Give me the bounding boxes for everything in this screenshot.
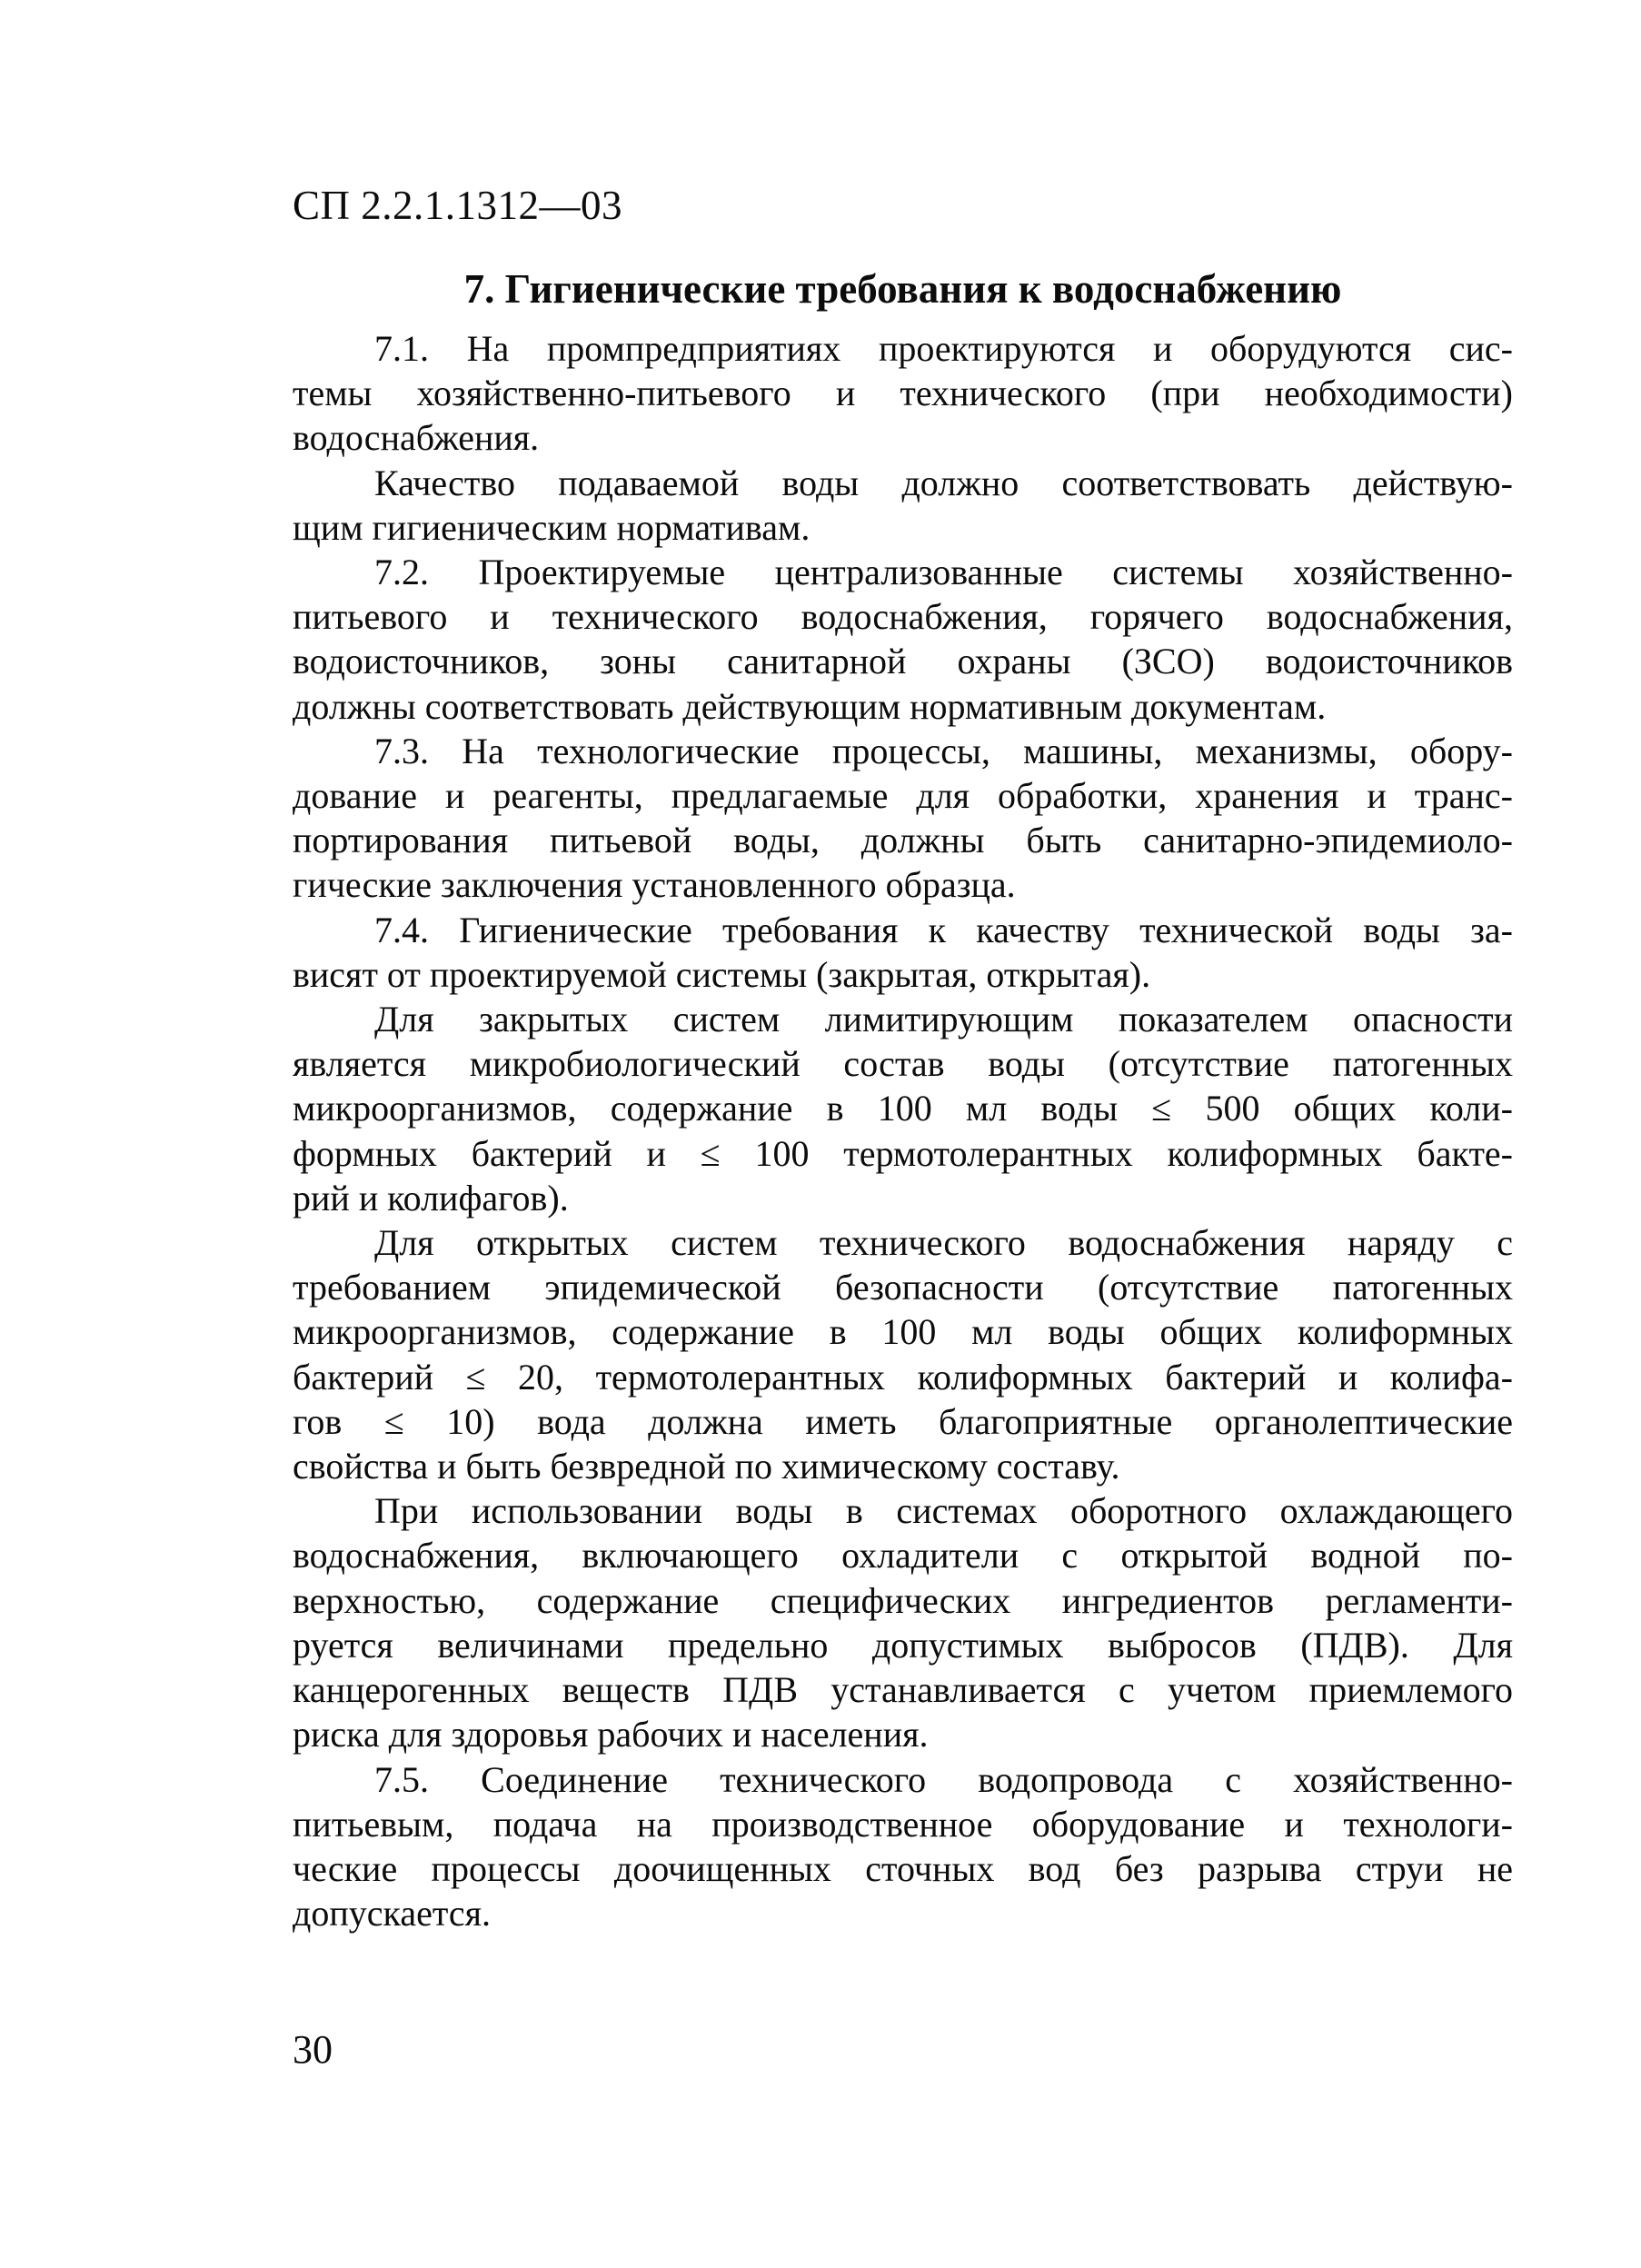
text-line: риска для здоровья рабочих и населения. — [293, 1714, 929, 1756]
text-line: верхностью, содержание специфических ингредиентов регламенти- — [293, 1579, 1513, 1621]
paragraph — [293, 997, 1513, 1220]
paragraph — [293, 1757, 1513, 1936]
text-line: темы хозяйственно-питьевого и технического (при необходимости) — [293, 373, 1513, 414]
section-title: 7. Гигиенические требования к водоснабжению — [463, 266, 1342, 312]
text-line: водоисточников, зоны санитарной охраны (ЗСО) водоисточников — [293, 641, 1513, 682]
text-line: гов ≤ 10) вода должна иметь благоприятные органолептические — [293, 1400, 1513, 1442]
text-line: висят от проектируемой системы (закрытая, открытая). — [293, 953, 1151, 995]
text-line: руется величинами предельно допустимых выбросов (ПДВ). Для — [293, 1624, 1513, 1666]
text-line: питьевым, подача на производственное оборудование и технологи- — [293, 1803, 1513, 1845]
text-line: бактерий ≤ 20, термотолерантных колиформных бактерий и колифа- — [293, 1356, 1513, 1398]
paragraph — [293, 729, 1513, 908]
text-line: При использовании воды в системах оборотного охлаждающего — [374, 1490, 1513, 1532]
text-line: 7.2. Проектируемые централизованные системы хозяйственно- — [374, 552, 1513, 593]
paragraph — [293, 550, 1513, 729]
text-line: рий и колифагов). — [293, 1177, 569, 1219]
paragraph — [293, 1220, 1513, 1488]
text-line: микроорганизмов, содержание в 100 мл воды ≤ 500 общих коли- — [293, 1088, 1513, 1129]
text-line: 7.3. На технологические процессы, машины, механизмы, обору- — [374, 730, 1513, 771]
text-line: ческие процессы доочищенных сточных вод без разрыва струи не — [293, 1847, 1513, 1889]
text-line: 7.4. Гигиенические требования к качеству технической воды за- — [374, 909, 1513, 950]
paragraph — [293, 1488, 1513, 1756]
text-line: водоснабжения, включающего охладители с открытой водной по- — [293, 1535, 1513, 1577]
paragraph — [293, 461, 1513, 550]
text-line: гические заключения установленного образца. — [293, 864, 1016, 906]
text-line: 7.5. Соединение технического водопровода с хозяйственно- — [374, 1758, 1513, 1800]
text-line: является микробиологический состав воды (отсутствие патогенных — [293, 1043, 1513, 1085]
text-line: водоснабжения. — [293, 417, 540, 459]
document-code-header: СП 2.2.1.1312—03 — [293, 183, 623, 228]
text-line: питьевого и технического водоснабжения, горячего водоснабжения, — [293, 596, 1513, 638]
text-line: щим гигиеническим нормативам. — [293, 506, 811, 548]
text-line: портирования питьевой воды, должны быть санитарно-эпидемиоло- — [293, 820, 1513, 861]
text-line: должны соответствовать действующим нормативным документам. — [293, 685, 1327, 727]
text-line: требованием эпидемической безопасности (отсутствие патогенных — [293, 1267, 1513, 1308]
text-line: свойства и быть безвредной по химическому составу. — [293, 1446, 1120, 1487]
paragraph — [293, 908, 1513, 997]
text-line: дование и реагенты, предлагаемые для обработки, хранения и транс- — [293, 775, 1513, 817]
document-body — [293, 326, 1513, 1935]
text-line: формных бактерий и ≤ 100 термотолерантных колиформных бакте- — [293, 1132, 1513, 1174]
text-line: канцерогенных веществ ПДВ устанавливается с учетом приемлемого — [293, 1669, 1513, 1711]
text-line: 7.1. На промпредприятиях проектируются и оборудуются сис- — [374, 328, 1513, 369]
text-line: Для закрытых систем лимитирующим показателем опасности — [374, 999, 1513, 1040]
paragraph — [293, 326, 1513, 461]
text-line: допускается. — [293, 1893, 491, 1935]
text-line: Качество подаваемой воды должно соответствовать действую- — [374, 462, 1513, 503]
page-number: 30 — [293, 2027, 333, 2072]
text-line: Для открытых систем технического водоснабжения наряду с — [374, 1222, 1513, 1264]
text-line: микроорганизмов, содержание в 100 мл воды общих колиформных — [293, 1311, 1513, 1353]
